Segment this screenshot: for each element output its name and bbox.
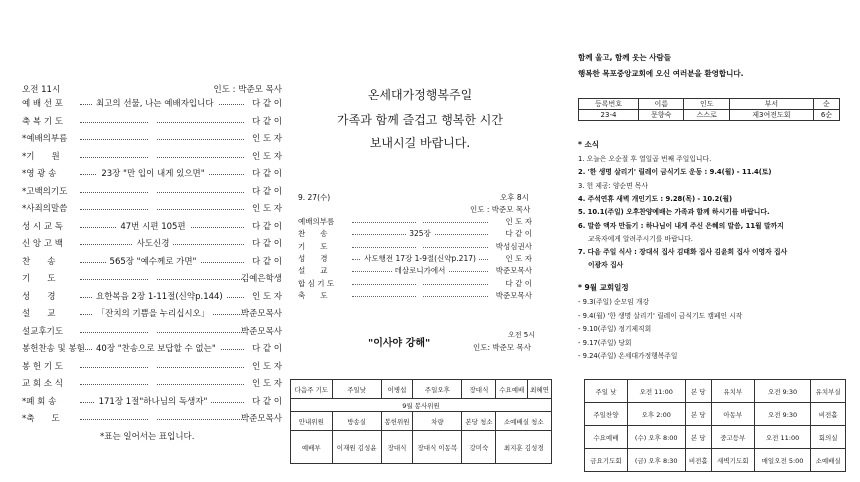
worship-time-cell: 수요예배 bbox=[585, 426, 628, 449]
order-content bbox=[149, 272, 157, 282]
order-person: 인 도 자 bbox=[251, 361, 282, 372]
order-content: 23장 "만 입이 내게 있으면" bbox=[97, 169, 208, 179]
newcomer-header: 등록번호 bbox=[579, 99, 639, 110]
order-person: 박준모목사 bbox=[240, 309, 282, 319]
order-content bbox=[149, 360, 157, 370]
order-person: 인 도 자 bbox=[251, 379, 282, 389]
order-row bbox=[22, 255, 284, 269]
order-person: 다 같 이 bbox=[251, 344, 282, 354]
evening-row bbox=[298, 216, 532, 228]
evening-person: 박성심권사 bbox=[495, 241, 532, 251]
evening-label: 설 교 bbox=[298, 266, 328, 276]
order-content: 요한복음 2장 1-11절(신약p.144) bbox=[92, 292, 227, 302]
news-item: 6. 말씀 액자 만들기 : 하나님이 내게 주신 은혜의 말씀, 11월 말까지 bbox=[578, 221, 784, 230]
newcomer-table bbox=[578, 98, 840, 121]
order-row bbox=[22, 115, 284, 129]
order-content bbox=[149, 150, 157, 160]
service-volunteers-table bbox=[290, 379, 552, 464]
worship-time-cell: 오전 11:00 bbox=[627, 380, 685, 403]
worship-time-cell: 본 당 bbox=[685, 380, 711, 403]
order-label: 축 복 기 도 bbox=[22, 116, 63, 127]
volunteers-title: 9월 봉사위원 bbox=[291, 399, 552, 412]
news-item: 이광자 집사 bbox=[588, 261, 624, 270]
order-person: 인 도 자 bbox=[251, 204, 282, 214]
evening-person: 다 같 이 bbox=[505, 278, 532, 288]
role-header: 안내위원 bbox=[291, 412, 333, 431]
worship-time-cell: 회의실 bbox=[811, 426, 846, 449]
order-label: *고백의기도 bbox=[22, 186, 68, 197]
role-assignee: 장대식 bbox=[381, 431, 413, 464]
welcome-line-2: 행복한 목포중앙교회에 오신 여러분을 환영합니다. bbox=[578, 69, 744, 78]
order-row bbox=[22, 290, 284, 304]
evening-person: 다 같 이 bbox=[505, 229, 532, 239]
newcomer-value: 6순 bbox=[813, 110, 839, 121]
order-person: 박준모목사 bbox=[240, 326, 282, 337]
order-label: 신 앙 고 백 bbox=[22, 239, 63, 249]
worship-time-cell: 금요기도회 bbox=[585, 449, 628, 472]
worship-time-cell: 본 당 bbox=[685, 403, 711, 426]
evening-content: 325장 bbox=[406, 229, 434, 238]
evening-leader: 인도 : 박준모 목사 bbox=[470, 205, 531, 214]
worship-time-row bbox=[585, 380, 846, 403]
evening-date: 9. 27(수) bbox=[298, 193, 331, 202]
order-content: 「잔치의 기쁨을 누리십시오」 bbox=[93, 309, 214, 319]
service-title: 온세대가정행복주일 bbox=[367, 88, 473, 102]
newcomer-header: 부서 bbox=[729, 99, 813, 110]
worship-times-table bbox=[584, 379, 846, 472]
role-assignee: 예배부 bbox=[291, 431, 333, 464]
evening-label: 기 도 bbox=[298, 241, 328, 251]
role-header: 차량 bbox=[413, 412, 462, 431]
worship-time-cell: 소예배실 bbox=[811, 449, 846, 472]
role-header: 방송실 bbox=[332, 412, 381, 431]
schedule-item: - 9.24(주일) 온세대가정행복주일 bbox=[578, 352, 678, 360]
news-item: 5. 10.1(주일) 오후찬양예배는 가족과 함께 하시기를 바랍니다. bbox=[578, 208, 770, 217]
order-content bbox=[149, 377, 157, 387]
evening-time: 오후 8시 bbox=[500, 193, 529, 202]
schedule-item: - 9.10(주일) 정기제직회 bbox=[578, 325, 652, 333]
news-item: 7. 다음 주일 식사 : 장대식 집사 김태화 집사 김윤희 집사 이영자 집사 bbox=[578, 248, 788, 257]
newcomer-value: 23-4 bbox=[579, 110, 639, 121]
order-content: 최고의 선물, 나는 예배자입니다 bbox=[92, 99, 218, 109]
role-assignee: 강미숙 bbox=[462, 431, 496, 464]
order-label: 기 도 bbox=[22, 274, 56, 284]
order-label: 교 회 소 식 bbox=[22, 379, 63, 389]
order-person: 다 같 이 bbox=[251, 396, 282, 407]
evening-content: 사도행전 17장 1-9절(신약p.217) bbox=[361, 254, 479, 263]
morning-service bbox=[0, 0, 290, 482]
isaiah-time: 오전 5시 bbox=[508, 331, 535, 339]
order-label: 예 배 선 포 bbox=[22, 99, 63, 109]
role-header: 봉헌위원 bbox=[381, 412, 413, 431]
evening-person: 박준모목사 bbox=[495, 266, 532, 276]
order-row bbox=[22, 412, 284, 426]
order-row bbox=[22, 377, 284, 391]
worship-time-cell: 비전홀 bbox=[811, 403, 846, 426]
evening-label: 합 심 기 도 bbox=[298, 278, 335, 288]
order-person: 박준모목사 bbox=[240, 414, 282, 424]
order-content bbox=[149, 412, 157, 422]
schedule-title: * 9월 교회일정 bbox=[578, 283, 629, 292]
order-content: 40장 "찬송으로 보답할 수 없는" bbox=[92, 344, 220, 354]
schedule-item: - 9.17(주일) 당회 bbox=[578, 338, 632, 347]
worship-time-cell: 오전 9:30 bbox=[754, 380, 811, 403]
news-item: 2. '한 생명 살리기' 릴레이 금식기도 운동 : 9.4(월) - 11.4(토) bbox=[578, 168, 772, 177]
order-row bbox=[22, 220, 284, 234]
order-content bbox=[149, 202, 157, 212]
evening-row bbox=[298, 290, 532, 302]
worship-time-row bbox=[585, 403, 846, 426]
role-header: 소예배실 청소 bbox=[496, 412, 552, 431]
evening-person: 인 도 자 bbox=[505, 253, 532, 263]
order-row bbox=[22, 237, 284, 251]
worship-time-row bbox=[585, 426, 846, 449]
worship-time-cell: 중고등부 bbox=[711, 426, 754, 449]
prayer-cell: 주일낮 bbox=[332, 380, 381, 399]
order-row bbox=[22, 97, 284, 111]
news-item: 1. 오늘은 오순절 후 열일곱 번째 주일입니다. bbox=[578, 155, 712, 163]
evening-content bbox=[417, 278, 423, 287]
prayer-cell: 장대식 bbox=[462, 380, 496, 399]
order-label: 성 경 bbox=[22, 291, 56, 302]
order-label: 성 시 교 독 bbox=[22, 221, 63, 232]
morning-header bbox=[22, 83, 282, 95]
welcome-line-1: 함께 울고, 함께 웃는 사람들 bbox=[578, 53, 671, 62]
order-content: 사도신경 bbox=[133, 239, 174, 249]
evening-row bbox=[298, 241, 532, 253]
morning-leader: 인도 : 박준모 목사 bbox=[213, 85, 282, 95]
order-person: 다 같 이 bbox=[251, 221, 282, 232]
order-row bbox=[22, 132, 284, 146]
order-person: 인 도 자 bbox=[251, 291, 282, 302]
worship-time-cell: 본 당 bbox=[685, 426, 711, 449]
order-row bbox=[22, 307, 284, 321]
service-subtitle-1: 가족과 함께 즐겁고 행복한 시간 bbox=[337, 113, 503, 127]
worship-time-cell: 주일 낮 bbox=[585, 380, 628, 403]
order-content: 47번 시편 105편 bbox=[116, 222, 189, 232]
order-content: 171장 1절"하나님의 독생자" bbox=[95, 397, 212, 407]
order-row bbox=[22, 342, 284, 356]
order-row bbox=[22, 202, 284, 216]
evening-person: 인 도 자 bbox=[505, 217, 532, 226]
newcomer-header: 순 bbox=[813, 99, 839, 110]
newcomer-value: 스스로 bbox=[684, 110, 730, 121]
schedule-item: - 9.3(주일) 순모임 개강 bbox=[578, 298, 650, 306]
order-label: 설교후기도 bbox=[22, 326, 64, 337]
role-assignee: 이재원 김성윤 bbox=[332, 431, 381, 464]
prayer-cell: 주일오후 bbox=[413, 380, 462, 399]
order-label: *예배의부름 bbox=[22, 134, 68, 144]
order-label: *폐 회 송 bbox=[22, 396, 57, 407]
order-person: 인 도 자 bbox=[251, 134, 282, 144]
order-label: 찬 송 bbox=[22, 256, 56, 267]
order-person: 다 같 이 bbox=[251, 99, 282, 109]
order-row bbox=[22, 325, 284, 339]
evening-content bbox=[417, 290, 423, 299]
order-row bbox=[22, 395, 284, 409]
newcomer-value: 제3여전도회 bbox=[729, 110, 813, 121]
order-label: *사죄의말씀 bbox=[22, 204, 68, 214]
role-assignee: 최지훈 김성경 bbox=[496, 431, 552, 464]
order-row bbox=[22, 360, 284, 374]
worship-time-cell: 유치부실 bbox=[811, 380, 846, 403]
order-content bbox=[149, 132, 157, 142]
worship-time-cell: 오전 11:00 bbox=[754, 426, 811, 449]
order-content bbox=[149, 185, 157, 195]
evening-row bbox=[298, 278, 532, 290]
order-label: 설 교 bbox=[22, 309, 56, 319]
prayer-cell: 수요예배 bbox=[496, 380, 528, 399]
evening-row bbox=[298, 265, 532, 277]
evening-label: 찬 송 bbox=[298, 229, 328, 239]
evening-label: 예배의부름 bbox=[298, 217, 335, 226]
evening-row bbox=[298, 228, 532, 240]
order-person: 다 같 이 bbox=[251, 116, 282, 127]
worship-time-cell: 오전 9:30 bbox=[754, 403, 811, 426]
order-row bbox=[22, 167, 284, 181]
newcomer-value: 문향숙 bbox=[638, 110, 684, 121]
order-person: 다 같 이 bbox=[251, 169, 282, 179]
order-person: 김예은학생 bbox=[240, 274, 282, 284]
prayer-cell: 이병섭 bbox=[381, 380, 413, 399]
evening-content bbox=[417, 216, 423, 225]
order-label: 봉헌찬송 및 봉헌 bbox=[22, 344, 85, 354]
evening-content: 데살로니가에서 bbox=[392, 266, 449, 275]
worship-time-cell: 주일찬양 bbox=[585, 403, 628, 426]
standing-note: *표는 일어서는 표입니다. bbox=[100, 432, 195, 442]
prayer-cell: 최혜연 bbox=[527, 380, 551, 399]
worship-time-cell: 유치부 bbox=[711, 380, 754, 403]
worship-time-cell: 아동부 bbox=[711, 403, 754, 426]
order-person: 인 도 자 bbox=[251, 151, 282, 162]
newcomer-header: 이름 bbox=[638, 99, 684, 110]
service-subtitle-2: 보내시길 바랍니다. bbox=[369, 136, 471, 150]
order-person: 다 같 이 bbox=[251, 186, 282, 197]
order-row bbox=[22, 185, 284, 199]
order-label: *기 원 bbox=[22, 151, 60, 162]
news-item: 교육자에게 알려주시기를 바랍니다. bbox=[588, 234, 693, 243]
evening-row bbox=[298, 253, 532, 265]
worship-time-cell: (금) 오후 8:30 bbox=[627, 449, 685, 472]
evening-content bbox=[417, 241, 423, 250]
evening-label: 성 경 bbox=[298, 253, 328, 263]
worship-time-cell: 오후 2:00 bbox=[627, 403, 685, 426]
morning-time: 오전 11시 bbox=[22, 85, 61, 95]
order-row bbox=[22, 150, 284, 164]
order-content bbox=[149, 325, 157, 335]
role-header: 본당 청소 bbox=[462, 412, 496, 431]
worship-time-cell: (수) 오후 8:00 bbox=[627, 426, 685, 449]
news-item: 4. 주석연휴 새벽 개인기도 : 9.28(목) - 10.2(월) bbox=[578, 194, 733, 203]
order-content: 565장 "예수께로 가면" bbox=[106, 257, 201, 267]
worship-time-row bbox=[585, 449, 846, 472]
prayer-cell: 다음주 기도 bbox=[291, 380, 333, 399]
worship-time-cell: 매일오전 5:00 bbox=[754, 449, 811, 472]
isaiah-leader: 인도: 박준모 목사 bbox=[473, 343, 532, 352]
role-assignee: 장대식 이동복 bbox=[413, 431, 462, 464]
order-person: 다 같 이 bbox=[251, 256, 282, 267]
order-label: *영 광 송 bbox=[22, 169, 57, 179]
news-item: 3. 헌 제공: 양순면 목사 bbox=[578, 181, 648, 190]
isaiah-title: "이사야 강해" bbox=[368, 338, 431, 349]
schedule-item: - 9.4(월) '한 생명 살리기' 릴레이 금식기도 캠페인 시작 bbox=[578, 311, 743, 320]
worship-time-cell: 새벽기도회 bbox=[711, 449, 754, 472]
evening-label: 축 도 bbox=[298, 290, 328, 300]
order-label: *축 도 bbox=[22, 414, 60, 424]
evening-person: 박준모목사 bbox=[495, 290, 532, 300]
order-label: 봉 헌 기 도 bbox=[22, 361, 63, 372]
order-person: 다 같 이 bbox=[251, 239, 282, 249]
order-row bbox=[22, 272, 284, 286]
news-title: * 소식 bbox=[578, 140, 600, 149]
newcomer-header: 인도 bbox=[684, 99, 730, 110]
order-content bbox=[149, 115, 157, 125]
worship-time-cell: 비전홀 bbox=[685, 449, 711, 472]
